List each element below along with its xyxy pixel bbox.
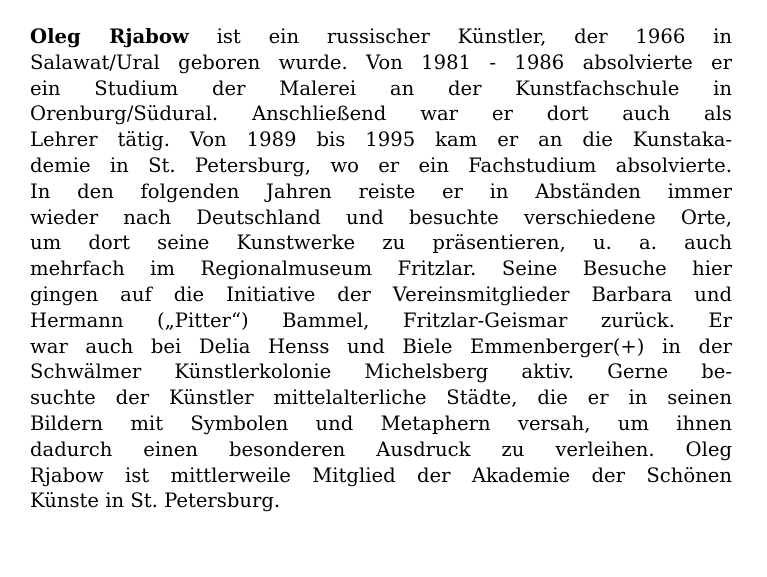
text-line: ein Studium der Malerei an der Kunstfachschule in bbox=[30, 76, 732, 100]
text-line: dadurch einen besonderen Ausdruck zu verleihen. Oleg bbox=[30, 437, 732, 461]
text-line: Salawat/Ural geboren wurde. Von 1981 - 1986 absolvierte er bbox=[30, 50, 732, 74]
text-line: Orenburg/Südural. Anschließend war er dort auch als bbox=[30, 102, 732, 126]
text-line: demie in St. Petersburg, wo er ein Fachstudium absolvierte. bbox=[30, 153, 732, 177]
text-line: mehrfach im Regionalmuseum Fritzlar. Seine Besuche hier bbox=[30, 257, 732, 281]
text-line: um dort seine Kunstwerke zu präsentieren, u. a. auch bbox=[30, 231, 732, 255]
text-line: Künste in St. Petersburg. bbox=[30, 489, 281, 513]
text-line: Hermann („Pitter“) Bammel, Fritzlar-Geismar zurück. Er bbox=[30, 308, 732, 332]
text-line: Rjabow ist mittlerweile Mitglied der Akademie der Schönen bbox=[30, 463, 732, 487]
text-line: gingen auf die Initiative der Vereinsmitglieder Barbara und bbox=[30, 282, 732, 306]
text-line: In den folgenden Jahren reiste er in Abständen immer bbox=[30, 179, 732, 203]
text-line: suchte der Künstler mittelalterliche Städte, die er in seinen bbox=[30, 386, 732, 410]
text-line: wieder nach Deutschland und besuchte verschiedene Orte, bbox=[30, 205, 732, 229]
text-line: Lehrer tätig. Von 1989 bis 1995 kam er an die Kunstaka- bbox=[30, 128, 732, 152]
biography-paragraph bbox=[30, 24, 732, 514]
text-line bbox=[30, 24, 732, 50]
line-text: ist ein russischer Künstler, der 1966 in bbox=[188, 25, 732, 48]
text-line: war auch bei Delia Henss und Biele Emmenberger(+) in der bbox=[30, 334, 732, 358]
text-line: Bildern mit Symbolen und Metaphern versah, um ihnen bbox=[30, 411, 732, 435]
text-line: Schwälmer Künstlerkolonie Michelsberg aktiv. Gerne be- bbox=[30, 360, 732, 384]
artist-name: Oleg Rjabow bbox=[30, 25, 189, 48]
